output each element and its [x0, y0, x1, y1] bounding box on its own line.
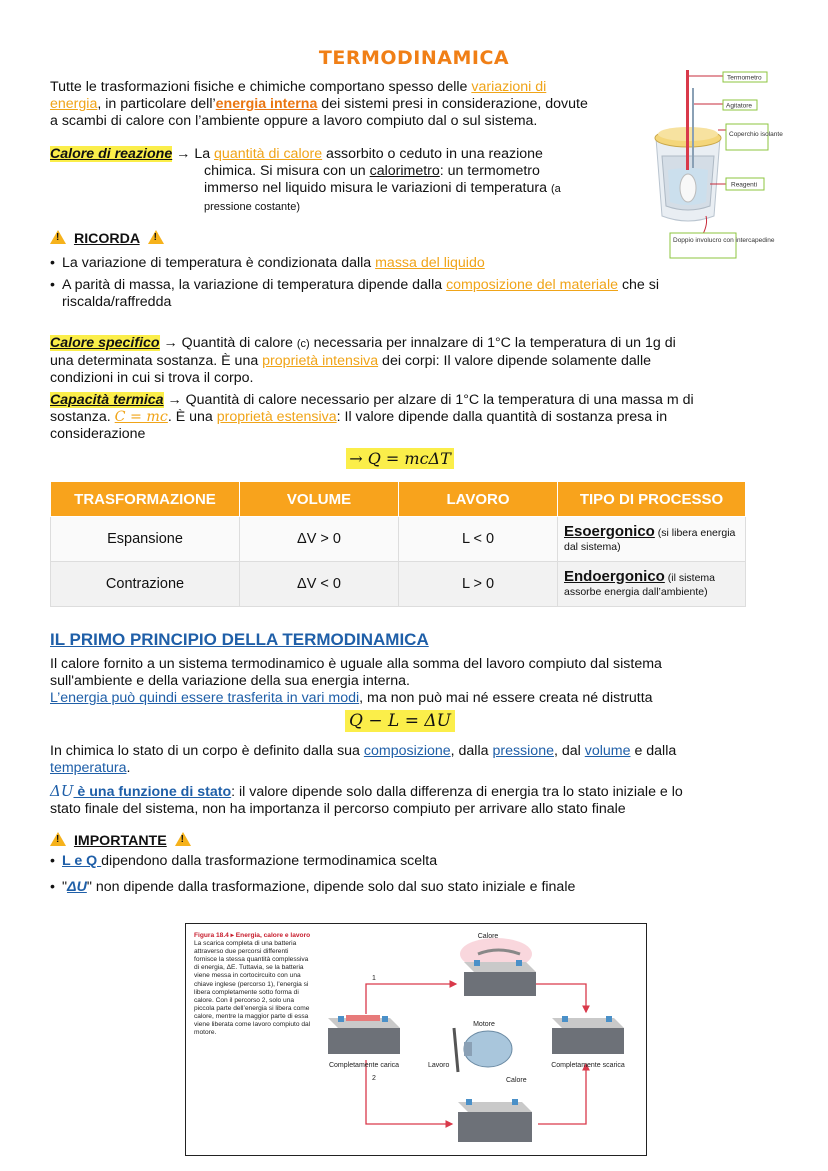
text: e dalla [630, 743, 677, 759]
battery-right [552, 1016, 624, 1054]
intro-paragraph [50, 79, 650, 130]
text: . È una [167, 409, 217, 425]
page-title: TERMODINAMICA [318, 47, 510, 69]
primo-principio-para [50, 656, 760, 707]
label-calore-top: Calore [477, 933, 499, 940]
cell-volume: ΔV < 0 [240, 562, 399, 607]
text: necessaria per innalzare di 1°C la temperatura di un 1g di [309, 335, 676, 351]
temperatura-link: temperatura [50, 760, 127, 776]
text: una determinata sostanza. È una [50, 353, 263, 369]
text: pressione costante) [204, 201, 300, 213]
processi-table [50, 481, 746, 607]
text: : Il valore dipende dalla quantità di sostanza presa in [336, 409, 668, 425]
text: assorbito o ceduto in una reazione [322, 146, 543, 162]
capacita-termica-term: Capacità termica [50, 392, 164, 408]
energia-interna-link: energia interna [215, 96, 318, 112]
warning-icon [50, 230, 66, 244]
table-row [51, 517, 746, 562]
text: " [62, 879, 68, 895]
battery-figure [185, 923, 647, 1156]
label-agitatore: Agitatore [726, 102, 753, 110]
table-row [51, 562, 746, 607]
label-motore: Motore [473, 1021, 495, 1028]
funzione-stato-link: è una funzione di stato [73, 784, 232, 800]
calore-specifico-term: Calore specifico [50, 335, 160, 351]
processo-desc: (il sistema assorbe energia dall’ambiente) [564, 571, 716, 598]
intro-text: Tutte le trasformazioni fisiche e chimiche comportano spesso delle [50, 79, 472, 95]
text: A parità di massa, la variazione di temperatura dipende dalla [62, 277, 447, 293]
composizione-link: composizione [363, 743, 451, 759]
text: (c) [296, 338, 310, 350]
list-item [50, 853, 750, 870]
label-doppio-involucro: Doppio involucro con intercapedine [673, 237, 775, 244]
text: , dal [553, 743, 585, 759]
text: La variazione di temperatura è condizionata dalla [62, 255, 376, 271]
formula-primo-row [0, 713, 800, 731]
formula-q-row [0, 450, 800, 469]
processo-term: Endoergonico [564, 567, 665, 585]
cell-lavoro: L > 0 [399, 562, 558, 607]
text: condizioni in cui si trova il corpo. [50, 370, 254, 386]
stato-para [50, 743, 760, 777]
calorimetro-link: calorimetro [369, 163, 440, 179]
text: (a [550, 183, 561, 195]
arrow: → [176, 146, 191, 162]
volume-link: volume [584, 743, 631, 759]
processo-desc: (si libera energia dal sistema) [564, 526, 736, 553]
text: riscalda/raffredda [62, 294, 172, 310]
cell-processo [558, 562, 746, 607]
text: . [126, 760, 131, 776]
text: dipendono dalla trasformazione termodinamica scelta [101, 853, 438, 869]
table-header-row [51, 482, 746, 517]
label-reagenti: Reagenti [731, 181, 758, 189]
label-completamente-scarica: Completamente scarica [551, 1062, 625, 1069]
warning-icon [148, 230, 164, 244]
motor [454, 1028, 512, 1072]
delta-u-symbol: ΔU [50, 782, 74, 800]
text: , dalla [450, 743, 493, 759]
capacita-termica-block [50, 392, 760, 443]
label-lavoro: Lavoro [428, 1062, 450, 1069]
calore-reazione-term: Calore di reazione [50, 146, 173, 162]
figure-caption [194, 932, 312, 1037]
cell-processo [558, 517, 746, 562]
text: chimica. Si misura con un [204, 163, 370, 179]
ricorda-heading [50, 230, 164, 248]
delta-u-link: ΔU [67, 879, 87, 895]
text: immerso nel liquido misura le variazioni di temperatura [204, 180, 551, 196]
label-coperchio-isolante: Coperchio isolante [729, 131, 783, 138]
text: sull'ambiente e della variazione della sua energia interna. [50, 673, 410, 689]
cell-trasformazione: Espansione [51, 517, 240, 562]
text: : il valore dipende solo dalla differenza di energia tra lo stato iniziale e lo [231, 784, 683, 800]
intro-text: dei sistemi presi in considerazione, dovute [317, 96, 588, 112]
massa-liquido-link: massa del liquido [375, 255, 485, 271]
label-termometro: Termometro [727, 74, 762, 82]
figure-caption-title: Figura 18.4 ▸ Energia, calore e lavoro [194, 932, 311, 939]
text: Il calore fornito a un sistema termodinamico è uguale alla somma del lavoro compiuto dal sistema [50, 656, 662, 672]
figure-caption-text: La scarica completa di una batteria attraverso due percorsi differenti fornisce la stessa quantità complessiva di energia, ΔE. Tuttavia, se la batteria viene messa in cortocircuito con una chiave inglese (percorso 1), l’energia si libera completamente sotto forma di calore. Con il percorso 2, solo una piccola parte dell’energia si libera come calore, mentre la maggior parte di essa viene liberata come lavoro compiuto dal motore. [194, 940, 311, 1037]
header-volume: VOLUME [240, 482, 399, 517]
battery-diagram [316, 924, 644, 1153]
warning-icon [50, 832, 66, 846]
text: sostanza. [50, 409, 115, 425]
text: che si [618, 277, 660, 293]
text: " [86, 879, 92, 895]
intro-text: a scambi di calore con l’ambiente oppure a lavoro compiuto dal o sul sistema. [50, 113, 538, 129]
ricorda-label: RICORDA [73, 231, 140, 247]
formula-q-mct: → Q = mcΔT [346, 448, 454, 469]
header-tipo-processo: TIPO DI PROCESSO [558, 482, 746, 517]
pressione-link: pressione [492, 743, 554, 759]
text: → Quantità di calore necessario per alzare di 1°C la temperatura di una massa m di [163, 392, 694, 408]
energia-link: energia [50, 96, 98, 112]
section-heading: IL PRIMO PRINCIPIO DELLA TERMODINAMICA [50, 630, 429, 649]
importante-heading [50, 832, 191, 850]
composizione-materiale-link: composizione del materiale [446, 277, 618, 293]
label-completamente-carica: Completamente carica [328, 1062, 400, 1069]
l-e-q-link: L e Q [62, 853, 102, 869]
header-lavoro: LAVORO [399, 482, 558, 517]
list-item [50, 879, 750, 896]
label-path-2: 2 [372, 1075, 376, 1082]
text: In chimica lo stato di un corpo è definito dalla sua [50, 743, 364, 759]
energia-trasferita-link: L’energia può quindi essere trasferita in vari modi [50, 690, 360, 706]
intro-text: , in particolare dell’ [97, 96, 216, 112]
proprieta-estensiva-link: proprietà estensiva [216, 409, 337, 425]
battery-left [328, 1015, 400, 1054]
proprieta-intensiva-link: proprietà intensiva [262, 353, 379, 369]
header-trasformazione: TRASFORMAZIONE [51, 482, 240, 517]
formula-q-l-du: Q − L = ΔU [345, 710, 455, 732]
list-item [50, 277, 730, 311]
list-item [50, 255, 730, 272]
processo-term: Esoergonico [564, 522, 655, 540]
importante-list [50, 853, 750, 896]
calore-specifico-block [50, 335, 750, 387]
text: : un termometro [439, 163, 540, 179]
calore-reazione-block [50, 146, 650, 163]
variazioni-energia-link: variazioni di [471, 79, 547, 95]
label-calore-mid: Calore [506, 1077, 527, 1084]
text: non dipende dalla trasformazione, dipende solo dal suo stato iniziale e finale [91, 879, 576, 895]
cell-volume: ΔV > 0 [240, 517, 399, 562]
quantita-calore-link: quantità di calore [214, 146, 323, 162]
cell-lavoro: L < 0 [399, 517, 558, 562]
text: → Quantità di calore [159, 335, 297, 351]
text: stato finale del sistema, non ha importanza il percorso compiuto per arrivare allo stato finale [50, 801, 626, 817]
formula-c-mc: C = mc [114, 409, 168, 425]
cell-trasformazione: Contrazione [51, 562, 240, 607]
label-path-1: 1 [372, 975, 376, 982]
text: , ma non può mai né essere creata né distrutta [359, 690, 653, 706]
text: considerazione [50, 426, 146, 442]
calorimeter-drawing [655, 70, 721, 221]
text: dei corpi: Il valore dipende solamente dalle [378, 353, 651, 369]
funzione-stato-para [50, 783, 760, 818]
battery-bottom [458, 1099, 532, 1142]
ricorda-list [50, 255, 730, 311]
importante-label: IMPORTANTE [73, 833, 167, 849]
calore-reazione-cont [204, 163, 624, 216]
calorimeter-illustration [648, 66, 783, 260]
text: La [194, 146, 215, 162]
warning-icon [175, 832, 191, 846]
